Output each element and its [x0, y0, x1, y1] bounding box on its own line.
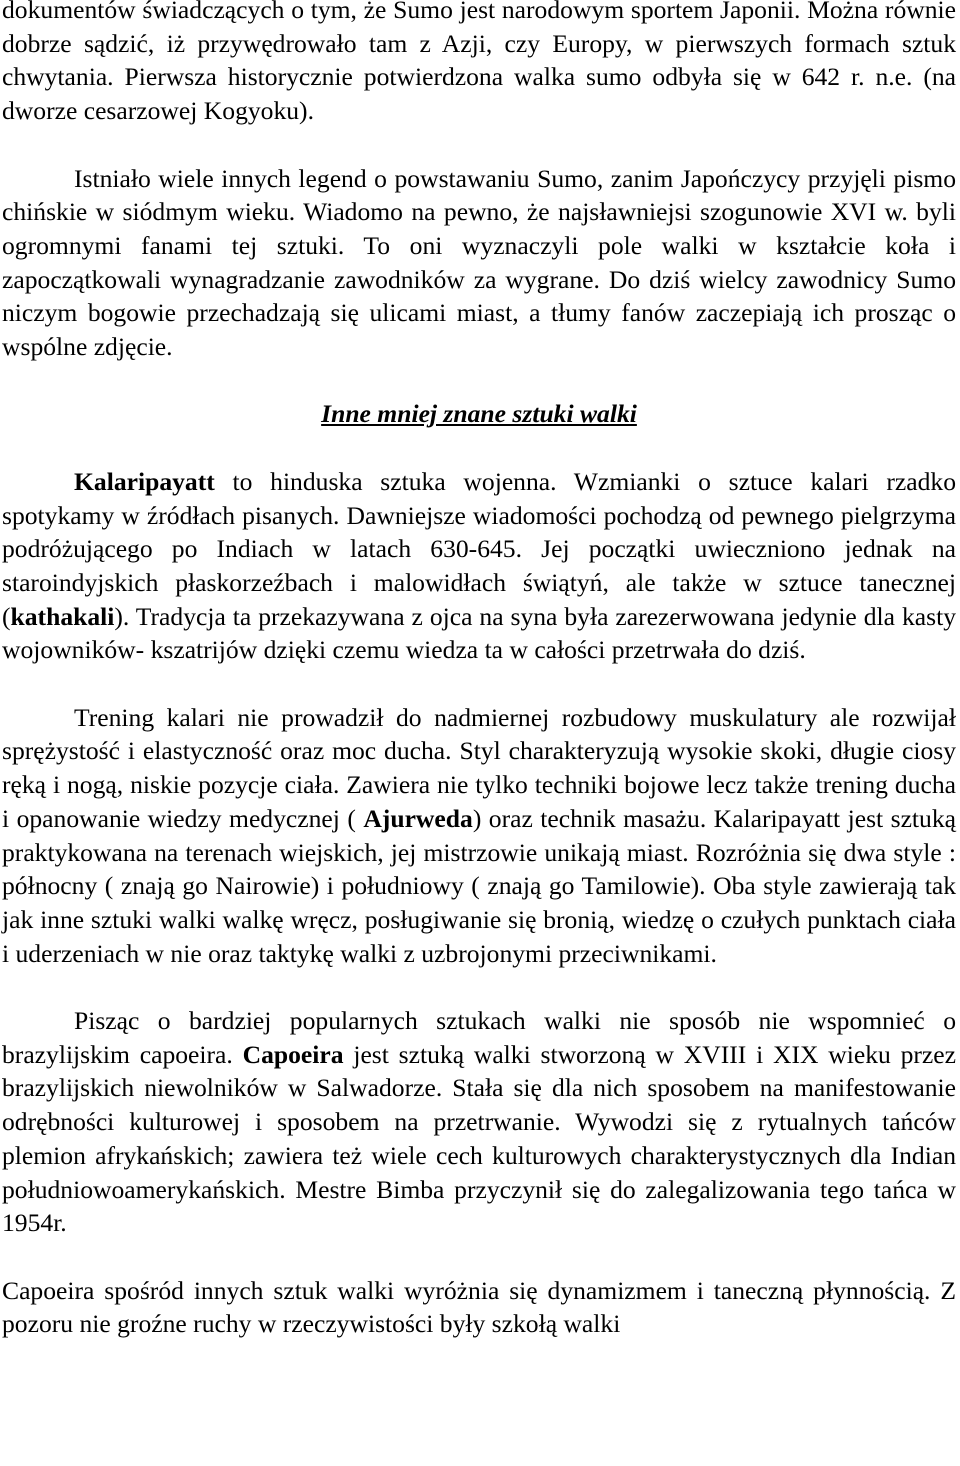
document-page	[2, 0, 956, 1341]
paragraph-text: jest sztuką walki stworzoną w XVIII i XIX wieku przez brazylijskich niewolników w Salwadorze. Stała się dla nich sposobem na manifestowanie odrębności kulturowej i sposobem na przetrwanie. Wywodzi się z rytualnych tańców plemion afrykańskich; zawiera też wiele cech kulturowych charakterystycznych dla Indian południowoamerykańskich. Mestre Bimba przyczynił się do zalegalizowania tego tańca w 1954r.	[2, 1039, 956, 1238]
paragraph-text: to hinduska sztuka wojenna. Wzmianki o sztuce kalari rzadko spotykamy w źródłach pisanych. Dawniejsze wiadomości pochodzą od pewnego pielgrzyma podróżującego po Indiach w latach 630-645. Jej początki uwieczniono jednak na staroindyjskich płaskorzeźbach i malowidłach świątyń, ale także w sztuce tanecznej (	[2, 466, 956, 631]
paragraph-capoeira	[2, 1004, 956, 1240]
paragraph-sumo-origins: dokumentów świadczących o tym, że Sumo jest narodowym sportem Japonii. Można równie dobrze sądzić, iż przywędrowało tam z Azji, czy Europy, w pierwszych formach sztuk chwytania. Pierwsza historycznie potwierdzona walka sumo odbyła się w 642 r. n.e. (na dworze cesarzowej Kogyoku).	[2, 0, 956, 126]
term-kathakali: kathakali	[10, 601, 115, 631]
section-heading: Inne mniej znane sztuki walki	[321, 399, 637, 429]
paragraph-kalaripayatt	[2, 465, 956, 667]
paragraph-text: ). Tradycja ta przekazywana z ojca na syna była zarezerwowana jedynie dla kasty wojowników- kszatrijów dzięki czemu wiedza ta w całości przetrwała do dziś.	[2, 601, 956, 665]
term-kalaripayatt: Kalaripayatt	[74, 466, 215, 496]
term-ajurweda: Ajurweda	[363, 803, 473, 833]
paragraph-capoeira-dynamics: Capoeira spośród innych sztuk walki wyróżnia się dynamizmem i taneczną płynnością. Z pozoru nie groźne ruchy w rzeczywistości były szkołą walki	[2, 1275, 956, 1339]
paragraph-text: Trening kalari nie prowadził do nadmiernej rozbudowy muskulatury ale rozwijał sprężystość i elastyczność oraz moc ducha. Styl charakteryzują wysokie skoki, długie ciosy ręką i nogą, niskie pozycje ciała. Zawiera nie tylko techniki bojowe lecz także trening ducha i opanowanie wiedzy medycznej (	[2, 702, 956, 833]
paragraph-text: Pisząc o bardziej popularnych sztukach walki nie sposób nie wspomnieć o brazylijskim capoeira.	[2, 1006, 956, 1069]
term-capoeira: Capoeira	[242, 1039, 344, 1069]
paragraph-sumo-legends: Istniało wiele innych legend o powstawaniu Sumo, zanim Japończycy przyjęli pismo chińskie w siódmym wieku. Wiadomo na pewno, że najsławniejsi szogunowie XVI w. byli ogromnymi fanami tej sztuki. To oni wyznaczyli pole walki w kształcie koła i zapoczątkowali wynagradzanie zawodników za wygrane. Do dziś wielcy zawodnicy Sumo niczym bogowie przechadzają się ulicami miast, a tłumy fanów zaczepiają ich prosząc o wspólne zdjęcie.	[2, 163, 956, 362]
paragraph-kalari-training	[2, 701, 956, 971]
paragraph-text: ) oraz technik masażu. Kalaripayatt jest sztuką praktykowana na terenach wiejskich, jej mistrzowie unikają miast. Rozróżnia się dwa style : północny ( znają go Nairowie) i południowy ( znają go Tamilowie). Oba style zawierają tak jak inne sztuki walki walkę wręcz, posługiwanie się bronią, wiedzę o czułych punktach ciała i uderzeniach w nie oraz taktykę walki z uzbrojonymi przeciwnikami.	[2, 803, 956, 968]
